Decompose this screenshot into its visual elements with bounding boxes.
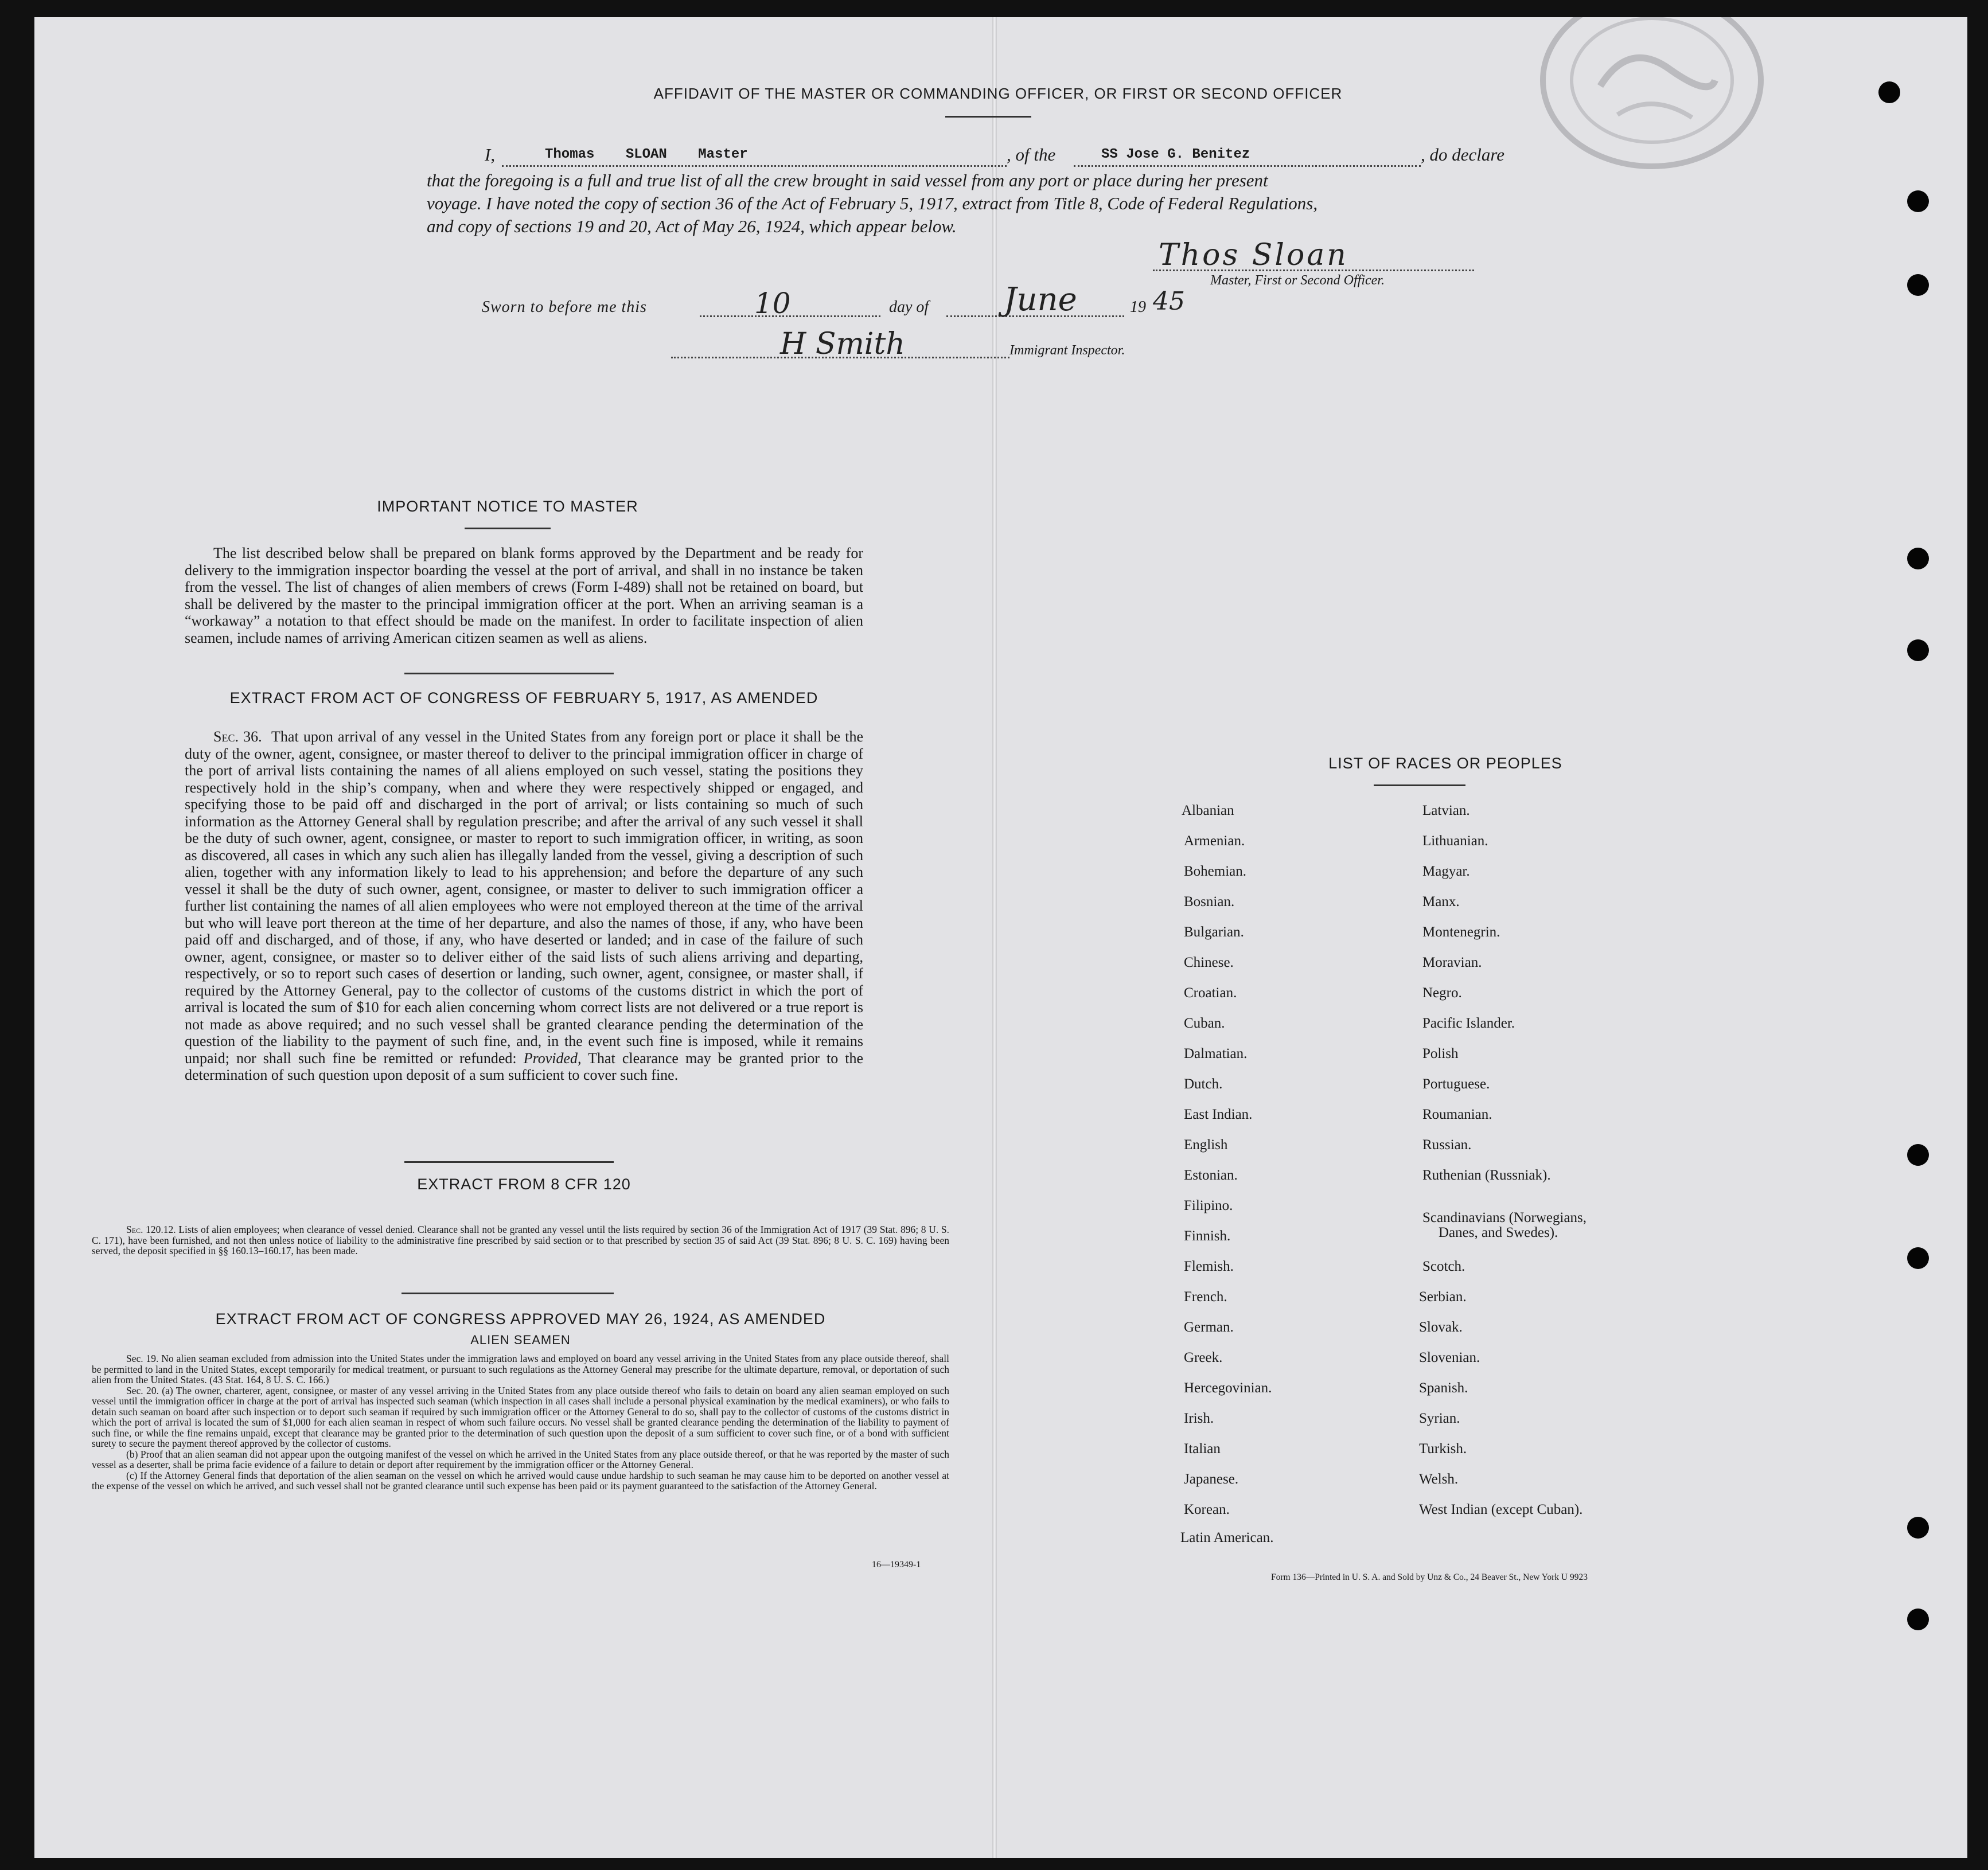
embossed-seal	[1531, 17, 1772, 178]
of-the-label: , of the	[1007, 145, 1056, 165]
race-item: Ruthenian (Russniak).	[1422, 1168, 1551, 1183]
race-item: Bohemian.	[1184, 864, 1247, 879]
name-line	[502, 165, 1007, 167]
do-declare-label: , do declare	[1421, 145, 1505, 165]
cfr-text	[92, 1224, 949, 1256]
affidavit-line-1: that the foregoing is a full and true list of all the crew brought in said vessel from any port or place during her present	[427, 170, 1268, 190]
form-code: 16—19349-1	[872, 1560, 921, 1570]
race-item: Spanish.	[1419, 1380, 1468, 1396]
race-item: Danes, and Swedes).	[1439, 1225, 1558, 1240]
vessel-line	[1074, 165, 1421, 167]
punch-hole	[1907, 1247, 1929, 1269]
race-item: Welsh.	[1419, 1471, 1459, 1487]
document-sheet	[34, 17, 1967, 1858]
race-item: Cuban.	[1184, 1016, 1225, 1031]
vessel-name-field: SS Jose G. Benitez	[1101, 147, 1250, 162]
race-item: Filipino.	[1184, 1198, 1233, 1213]
race-item: Italian	[1184, 1441, 1221, 1457]
sec-20c-text: (c) If the Attorney General finds that deportation of the alien seaman on the vessel on which he arrived would cause undue hardship to such seaman he may cause him to be deported on another vessel at the expense of the vessel on which he arrived, and such vessel shall not be granted clearance until such expense has been paid or its payment guaranteed to the satisfaction of the Attorney General.	[92, 1469, 949, 1492]
day-of-label: day of	[889, 298, 929, 316]
sec-36-end: That clearance may be granted prior to the determination of such question upon deposit of a sum sufficient to cover such fine.	[185, 1049, 864, 1083]
provided-label: Provided,	[523, 1049, 582, 1067]
punch-hole	[1907, 274, 1929, 296]
master-name-field: Thomas SLOAN Master	[545, 147, 748, 162]
divider	[465, 528, 551, 529]
race-item: Russian.	[1422, 1137, 1472, 1153]
punch-hole	[1878, 81, 1900, 103]
form-printer-note: Form 136—Printed in U. S. A. and Sold by Unz & Co., 24 Beaver St., New York U 9923	[1271, 1572, 1588, 1582]
affidavit-body	[427, 169, 1539, 238]
race-item: Hercegovinian.	[1184, 1380, 1272, 1396]
race-item: Slovenian.	[1419, 1350, 1480, 1365]
affidavit-prefix: I,	[485, 145, 496, 165]
race-item: East Indian.	[1184, 1107, 1253, 1122]
cfr-title: EXTRACT FROM 8 CFR 120	[417, 1176, 631, 1193]
race-item: Serbian.	[1419, 1289, 1467, 1305]
extract-1924-subtitle: ALIEN SEAMEN	[470, 1333, 571, 1347]
race-item: Latin American.	[1180, 1530, 1274, 1545]
race-item: Dalmatian.	[1184, 1046, 1248, 1061]
divider	[945, 116, 1031, 118]
punch-hole	[1907, 190, 1929, 212]
divider	[404, 1161, 614, 1163]
race-item: French.	[1184, 1289, 1227, 1305]
race-item: West Indian (except Cuban).	[1419, 1502, 1583, 1517]
sworn-prefix: Sworn to before me this	[482, 298, 647, 316]
race-item: Portuguese.	[1422, 1076, 1490, 1092]
race-item: German.	[1184, 1319, 1234, 1335]
punch-hole	[1907, 1517, 1929, 1539]
race-item: Polish	[1422, 1046, 1459, 1061]
race-item: Syrian.	[1419, 1411, 1460, 1426]
race-item: Lithuanian.	[1422, 833, 1488, 849]
divider	[1374, 784, 1465, 786]
race-item: Korean.	[1184, 1502, 1230, 1517]
race-item: Flemish.	[1184, 1259, 1234, 1274]
race-item: Manx.	[1422, 894, 1460, 909]
divider	[404, 673, 614, 674]
race-item: Pacific Islander.	[1422, 1016, 1515, 1031]
race-item: Magyar.	[1422, 864, 1470, 879]
race-item: Albanian	[1182, 803, 1234, 818]
notice-title: IMPORTANT NOTICE TO MASTER	[377, 498, 638, 515]
race-item: English	[1184, 1137, 1228, 1153]
sec-20a-text: Sec. 20. (a) The owner, charterer, agent, consignee, or master of any vessel arriving in the United States from any place outside thereof who fails to detain on board any alien seaman employed on such vessel until the immigration officer in charge at the port of arrival has inspected such seaman (which inspection in all cases shall include a personal physical examination by the medical examiners), or who fails to detain such seaman on board after such inspection or to deport such seaman if required by such immigration officer or the Attorney General to do so, shall pay to the collector of customs of the customs district in which the port of arrival is located the sum of $1,000 for each alien seaman in respect of whom such failure occurs. No vessel shall be granted clearance pending the determination of the liability to payment of such fine, or while the fine remains unpaid, except that clearance may be granted prior to the determination of such question upon the deposit of a sum sufficient to cover such fine, or of a bond with sufficient surety to secure the payment thereof approved by the collector of customs.	[92, 1384, 949, 1449]
race-item: Finnish.	[1184, 1228, 1231, 1244]
extract-1917-text	[185, 728, 863, 1084]
sec-36-label: Sec. 36.	[213, 728, 262, 745]
punch-hole	[1907, 548, 1929, 569]
race-item: Scotch.	[1422, 1259, 1465, 1274]
race-item: Turkish.	[1419, 1441, 1467, 1457]
race-item: Scandinavians (Norwegians,	[1422, 1210, 1587, 1225]
sec-19-text: Sec. 19. No alien seaman excluded from admission into the United States under the immigration laws and employed on board any vessel arriving in the United States from any place outside thereof, shall be permitted to land in the United States, except temporarily for medical treatment, or pursuant to such regulations as the Attorney General may prescribe for the ultimate departure, removal, or deportation of such alien from the United States. (43 Stat. 164, 8 U. S. C. 166.)	[92, 1353, 949, 1385]
year-prefix: 19	[1130, 298, 1146, 316]
race-item: Bulgarian.	[1184, 924, 1244, 940]
cfr-sec-body: Lists of alien employees; when clearance of vessel denied. Clearance shall not be granted any vessel until the lists required by section 36 of the Immigration Act of 1917 (39 Stat. 896; 8 U. S. C. 171), have been furnished, and not then unless notice of liability to the administrative fine prescribed by said section or to that prescribed by section 35 of said Act (39 Stat. 896; 8 U. S. C. 169) having been served, the deposit specified in §§ 160.13–160.17, has been made.	[92, 1224, 950, 1256]
page-fold	[992, 17, 997, 1858]
master-signature: Thos Sloan	[1159, 238, 1348, 272]
sec-36-body: That upon arrival of any vessel in the United States from any foreign port or place it shall be the duty of the owner, agent, consignee, or master thereof to deliver to the principal immigration officer in charge of the port of arrival lists containing the names of all aliens employed on such vessel, stating the positions they respectively hold in the ship’s company, when and where they were respectively shipped or engaged, and specifying those to be paid off and discharged in the port of arrival; or lists containing so much of such information as the Attorney General shall by regulation prescribe; and after the arrival of any such vessel it shall be the duty of such owner, agent, consignee, or master to report to such immigration officer, in writing, as soon as discovered, all cases in which any such alien has illegally landed from the vessel, giving a description of such alien, together with any information likely to lead to his apprehension; and before the departure of any such vessel it shall be the duty of such owner, agent, consignee, or master to deliver to such immigration officer a further list containing the names of all alien employees who were not employed thereon at the time of the arrival but who will leave port thereon at the time of her departure, and also the names of those, if any, who have been paid off and discharged, and of those, if any, who have deserted or landed; and in case of the failure of such owner, agent, consignee, or master so to deliver either of the said lists of such aliens arriving and departing, respectively, or so to report such cases of desertion or landing, such owner, agent, consignee, or master shall, if required by the Attorney General, pay to the collector of customs of the customs district in which the port of arrival is located the sum of $10 for each alien concerning whom correct lists are not delivered or a true report is not made as above required; and no such vessel shall be granted clearance pending the determination of the question of the liability to the payment of such fine, and, in the event such fine is imposed, while it remains unpaid; nor shall such fine be remitted or refunded:	[185, 728, 864, 1067]
race-item: Dutch.	[1184, 1076, 1223, 1092]
race-item: Montenegrin.	[1422, 924, 1500, 940]
race-item: Croatian.	[1184, 985, 1237, 1001]
officer-caption: Master, First or Second Officer.	[1210, 273, 1385, 288]
sworn-day: 10	[754, 287, 791, 320]
race-item: Moravian.	[1422, 955, 1482, 970]
race-item: Roumanian.	[1422, 1107, 1492, 1122]
signature-line	[1153, 270, 1474, 271]
race-item: Chinese.	[1184, 955, 1234, 970]
sworn-month: June	[1004, 281, 1077, 318]
divider	[402, 1293, 614, 1294]
race-item: Negro.	[1422, 985, 1462, 1001]
race-item: Estonian.	[1184, 1168, 1238, 1183]
race-item: Armenian.	[1184, 833, 1245, 849]
punch-hole	[1907, 1144, 1929, 1166]
inspector-line	[671, 357, 1009, 358]
extract-1924-text	[92, 1353, 949, 1492]
punch-hole	[1907, 1609, 1929, 1630]
punch-hole	[1907, 639, 1929, 661]
race-item: Slovak.	[1419, 1319, 1463, 1335]
race-item: Irish.	[1184, 1411, 1214, 1426]
race-item: Greek.	[1184, 1350, 1223, 1365]
affidavit-line-2: voyage. I have noted the copy of section 36 of the Act of February 5, 1917, extract from Title 8, Code of Federal Regulations,	[427, 193, 1318, 213]
sworn-year: 45	[1153, 287, 1185, 316]
race-item: Latvian.	[1422, 803, 1470, 818]
sec-20b-text: (b) Proof that an alien seaman did not appear upon the outgoing manifest of the vessel on which he arrived in the United States from any place outside thereof, or that he was reported by the master of such vessel as a deserter, shall be prima facie evidence of a failure to detain or deport after requirement by the immigration officer or the Attorney General.	[92, 1448, 949, 1470]
extract-1924-title: EXTRACT FROM ACT OF CONGRESS APPROVED MAY 26, 1924, AS AMENDED	[215, 1310, 826, 1328]
inspector-caption: Immigrant Inspector.	[1009, 343, 1125, 358]
races-title: LIST OF RACES OR PEOPLES	[1328, 755, 1562, 772]
race-item: Bosnian.	[1184, 894, 1235, 909]
cfr-sec-label: Sec. 120.12.	[126, 1224, 176, 1235]
inspector-signature: H Smith	[780, 327, 905, 361]
affidavit-line-3: and copy of sections 19 and 20, Act of May 26, 1924, which appear below.	[427, 216, 957, 236]
extract-1917-title: EXTRACT FROM ACT OF CONGRESS OF FEBRUARY 5, 1917, AS AMENDED	[229, 689, 818, 706]
notice-text: The list described below shall be prepared on blank forms approved by the Department and be ready for delivery to the immigration inspector boarding the vessel at the port of arrival, and shall in no instance be taken from the vessel. The list of changes of alien members of crews (Form I-489) shall not be retained on board, but shall be delivered by the master to the principal immigration officer at the port. When an arriving seaman is a “workaway” a notation to that effect should be made on the manifest. In order to facilitate inspection of alien seamen, include names of arriving American citizen seamen as well as aliens.	[185, 545, 863, 646]
affidavit-title: AFFIDAVIT OF THE MASTER OR COMMANDING OFFICER, OR FIRST OR SECOND OFFICER	[653, 85, 1343, 102]
race-item: Japanese.	[1184, 1471, 1239, 1487]
